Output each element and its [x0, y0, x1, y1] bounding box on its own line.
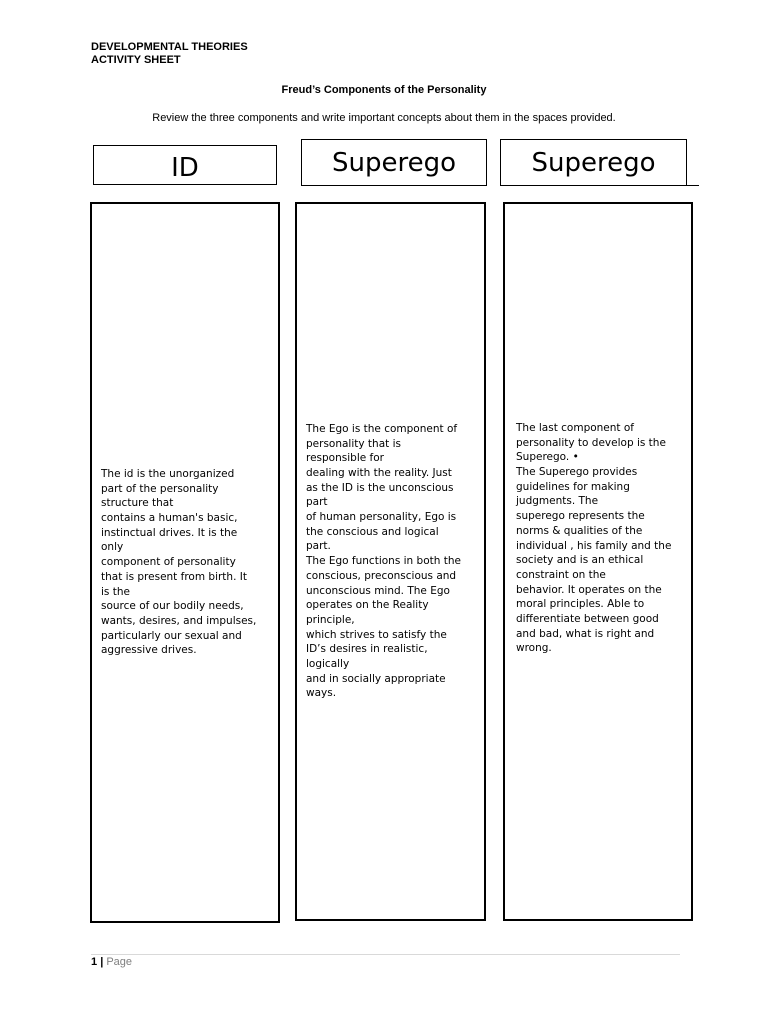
column-id [90, 202, 280, 923]
document-header-line1: DEVELOPMENTAL THEORIES [91, 41, 248, 53]
column-id-text: The id is the unorganized part of the personality structure that contains a human's basic, instinctual drives. It is the only component of personality that is present from birth. It is the source of our bodily needs, wants, desires, and impulses, particularly our sexual and aggressive drives. [101, 467, 257, 657]
label-box-superego-2: Superego [500, 139, 687, 186]
footer-rule [91, 954, 680, 955]
page-footer [91, 956, 132, 968]
document-header-line2: ACTIVITY SHEET [91, 54, 181, 66]
footer-separator: | [100, 956, 104, 968]
label-box-id: ID [93, 145, 277, 185]
column-ego [295, 202, 486, 921]
page-title: Freud’s Components of the Personality [281, 84, 487, 96]
page-number: 1 [91, 956, 98, 968]
label-underline-extension [686, 185, 699, 186]
instructions: Review the three components and write important concepts about them in the spaces provided. [152, 112, 616, 124]
page-word: Page [106, 956, 133, 968]
label-box-superego-1: Superego [301, 139, 487, 186]
column-superego [503, 202, 693, 921]
column-ego-text: The Ego is the component of personality that is responsible for dealing with the reality. Just as the ID is the unconscious part of human personality, Ego is the conscious and logical part. The Ego functions in both the conscious, preconscious and unconscious mind. The Ego operates on the Reality principle, which strives to satisfy the ID’s desires in realistic, logically and in socially appropriate ways. [306, 422, 461, 700]
column-superego-text: The last component of personality to develop is the Superego. • The Superego provides guidelines for making judgments. The superego represents the norms & qualities of the individual , his family and the society and is an ethical constraint on the behavior. It operates on the moral principles. Able to differentiate between good and bad, what is right and wrong. [516, 421, 672, 655]
